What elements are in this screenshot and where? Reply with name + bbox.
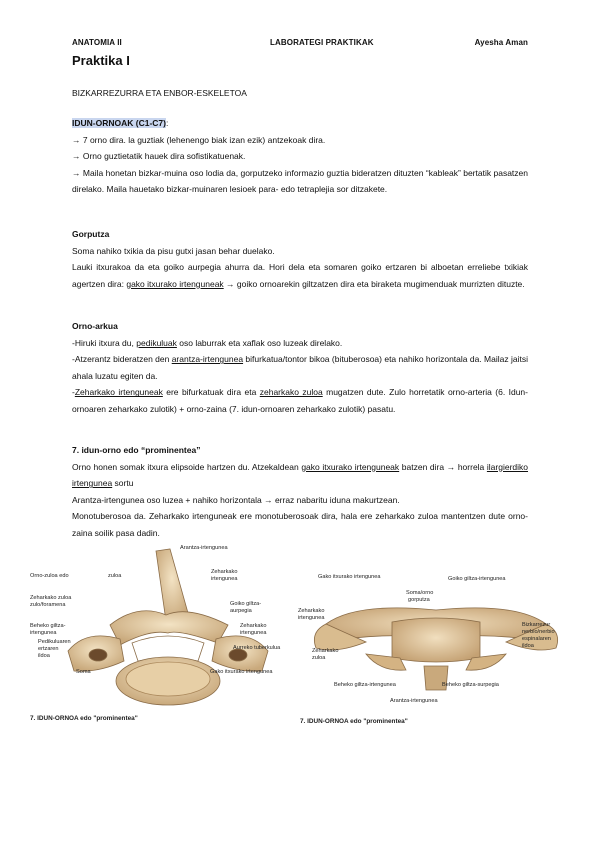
label-arantza: Arantza-irtengunea [180,545,228,551]
label-ornozuloa: Orno-zuloa edo [30,573,69,579]
label-zeharkako-irt-3b: irtengunea [298,615,325,621]
section-heading: Orno-arkua [72,321,118,331]
paragraph: → 7 orno dira. la guztiak (lehenengo biak izan ezik) antzekoak dira. [72,134,326,145]
label-soma-a: Soma/orno [406,590,434,596]
underlined-term: arantza-irtengunea [171,354,244,365]
label-zeharkako-irt-2a: Zeharkako [240,623,267,629]
label-zeharkako-zuloa: Zeharkako zuloa [30,595,72,601]
section-idun-ornoak [72,115,528,198]
text-run: -Atzerantz bideratzen den [72,354,172,365]
paragraph [72,384,528,417]
underlined-term: pedikuluak [136,337,177,348]
figure-caption: 7. IDUN-ORNOA edo "prominentea" [30,715,138,722]
text-run: batzen dira → horrela [399,461,487,472]
label-zeharkako-zuloa-2a: Zeharkako [312,648,339,654]
paragraph [72,459,528,492]
figure-caption: 7. IDUN-ORNOA edo "prominentea" [300,718,408,725]
label-zeharkako-irt-3a: Zeharkako [298,608,325,614]
label-pedikulu-c: ildoa [38,653,50,659]
paragraph: → Orno guztietatik hauek dira sofistikatuenak. [72,151,246,162]
label-beheko-surp: Beheko giltza-surpegia [442,682,499,688]
section-heading: Gorputza [72,229,110,239]
label-bizkar-d: ildoa [522,643,534,649]
label-pedikulu-a: Pedikuluaren [38,639,71,645]
underlined-term: gako itxurako irtenguneak [301,461,400,472]
text-run: sortu [112,478,134,489]
label-soma: Soma [76,669,91,675]
label-gako: Gako itxurako irtengunea [210,669,273,675]
label-zeharkako-irt-a: Zeharkako [211,569,238,575]
page-title: Praktika I [72,53,130,68]
label-beheko-2: Beheko giltza-irtengunea [334,682,396,688]
figure-c7-anterior [296,562,576,738]
section-heading-highlighted: IDUN-ORNOAK (C1-C7) [72,118,166,128]
section-heading: 7. idun-orno edo “prominentea” [72,445,201,455]
label-beheko-a: Beheko giltza- [30,623,66,629]
label-soma-b: gorputza [408,597,430,603]
text-run: → goiko ornoarekin giltzatzen dira eta biraketa mugimenduak murrizten dituzte. [223,278,525,289]
label-ornozuloa-b: zuloa [108,573,122,579]
label-aurreko: Aurreko tuberkulua [233,645,281,651]
paragraph [72,259,528,292]
label-goiko-2: Goiko giltza-irtengunea [448,576,506,582]
header-center: LABORATEGI PRAKTIKAK [270,38,374,47]
paragraph: Soma nahiko txikia da pisu gutxi jasan behar duelako. [72,245,275,256]
label-ornozuloa-c: zulo/foramena [30,602,66,608]
section-7-idun-orno [72,442,528,542]
label-goiko-b: aurpegia [230,608,252,614]
label-pedikulu-b: ertzaren [38,646,59,652]
underlined-term: Zeharkako irtenguneak [74,387,163,398]
paragraph: Monotuberosoa da. Zeharkako irtenguneak ere monotuberosoak dira, hala ere zeharkako zuloa mantentzen dute orno-zaina soilik pasa dadin. [72,511,528,538]
figure-c7-superior [28,543,310,733]
underlined-term: ilargierdiko irtengunea [72,461,529,489]
underlined-term: gako itxurako irtenguneak [126,278,224,289]
paragraph [72,351,528,384]
section-gorputza [72,226,528,292]
vertebra-superior-illustration [28,543,310,713]
label-goiko-a: Goiko giltza- [230,601,262,607]
section-orno-arkua [72,318,528,418]
label-zeharkako-irt-2b: irtengunea [240,630,267,636]
paragraph: → Maila honetan bizkar-muina oso lodia da, gorputzeko informazio guztia bideratzen dituzten “kableak” bertatik pasatzen direlako. Maila hauetako bizkar-muinaren lesioek para- edo tetraplejia sor ditzakete. [72,167,528,195]
label-zeharkako-zuloa-2b: zuloa [312,655,326,661]
text-run: Orno honen somak itxura elipsoide hartzen du. Atzekaldean [72,461,302,472]
paragraph [72,335,528,352]
label-bizkar-c: espinalaren [522,636,551,642]
underlined-term: zeharkako zuloa [259,387,323,398]
text-run: - [72,387,75,398]
label-beheko-b: irtengunea [30,630,57,636]
label-zeharkako-irt-b: irtengunea [211,576,238,582]
label-bizkar-b: nerbio/nerbio [522,629,555,635]
heading-colon: : [165,118,169,128]
text-run: oso laburrak eta xaflak oso luzeak direlako. [176,337,343,348]
text-run: ere bifurkatuak dira eta [162,387,260,398]
text-run: -Hiruki itxura du, [72,337,137,348]
label-gako-2: Gako itxurako irtengunea [318,574,381,580]
text-run: bifurkatua/tontor bikoa (bituberosoa) eta nahiko horizontala da. Mailaz jaitsi ahala luzatu egiten da. [72,354,528,381]
header-left: ANATOMIA II [72,38,122,47]
label-bizkar-a: Bizkarrezur [522,622,551,628]
page-subtitle: BIZKARREZURRA ETA ENBOR-ESKELETOA [72,88,247,98]
text-run: Lauki itxurakoa da eta goiko aurpegia ahurra da. Hori dela eta somaren goiko ertzaren bi alboetan erreliebe txikiak agertzen dira: [72,262,528,289]
text-run: mugatzen dute. Zulo horretatik orno-arteria (6. Idun-ornoaren zeharkako zulotik) + orno-zaina (7. idun-ornoaren zeharkako zulotik) pasatu. [72,387,528,414]
paragraph: Arantza-irtengunea oso luzea + nahiko horizontala → erraz nabaritu iduna makurtzean. [72,494,400,505]
label-arantza-2: Arantza-irtengunea [390,698,438,704]
header-right: Ayesha Aman [474,38,528,47]
